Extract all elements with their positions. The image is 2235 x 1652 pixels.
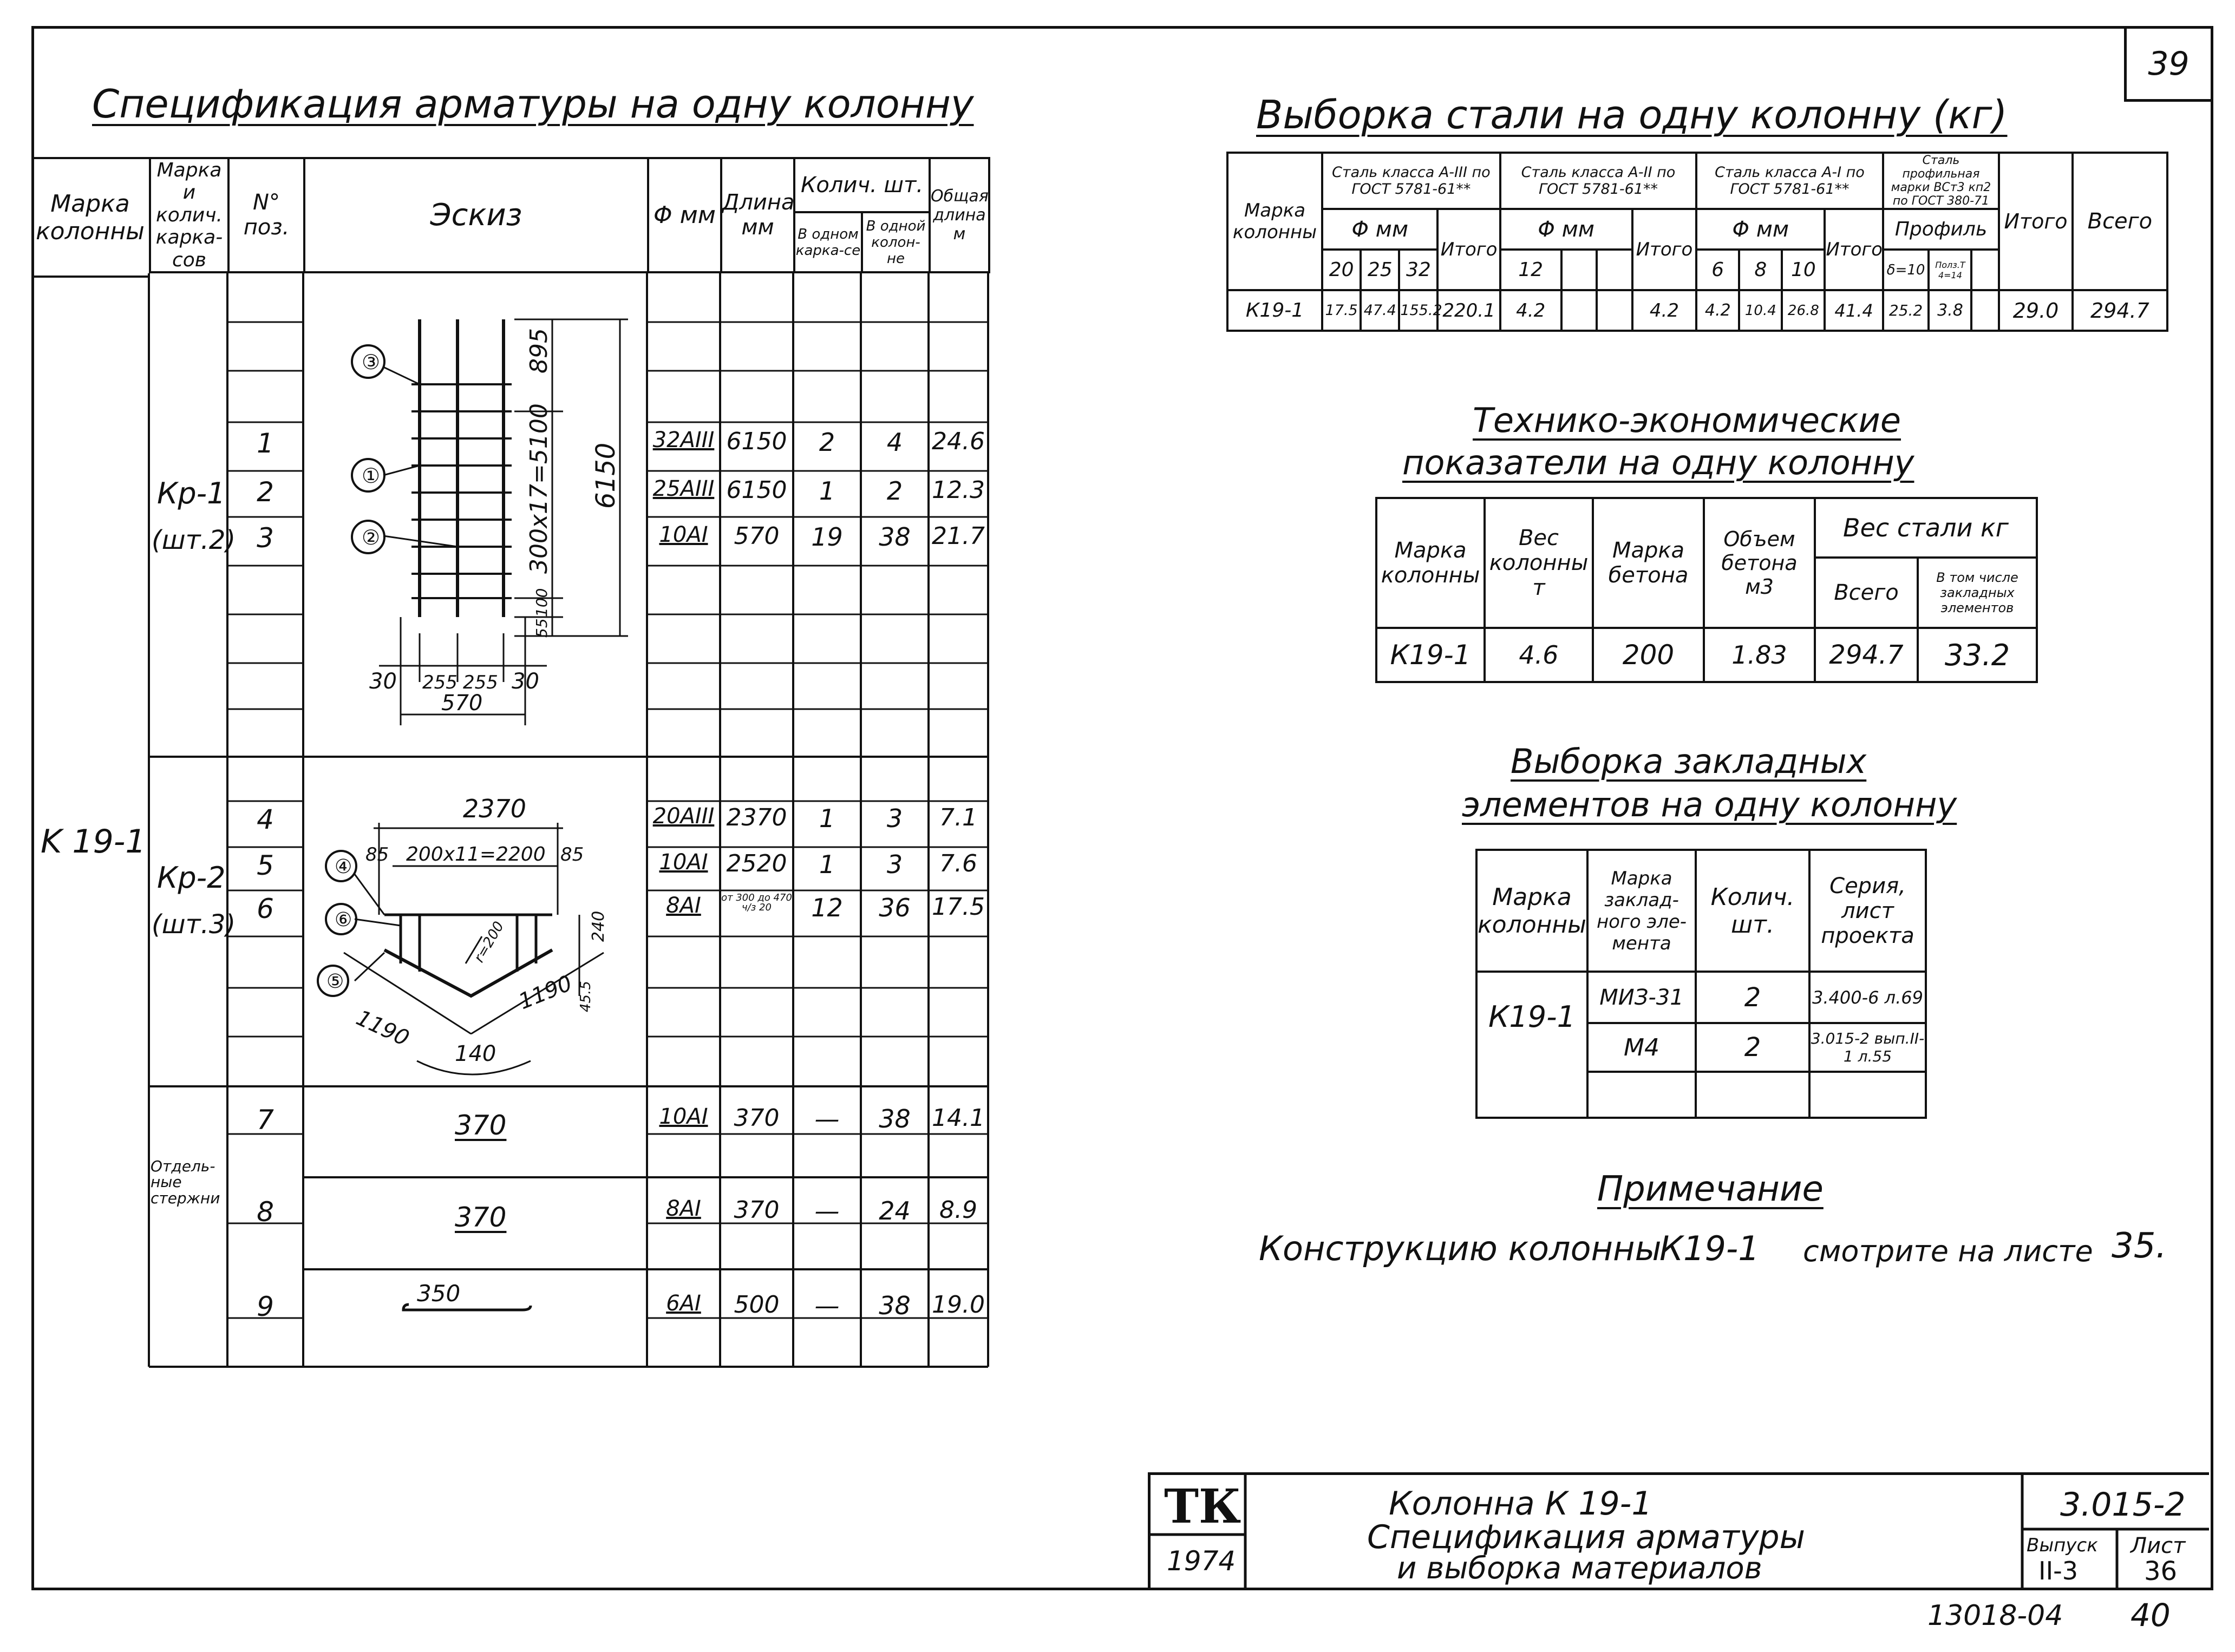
spec-head-sketch: Эскиз bbox=[304, 158, 648, 272]
dim-55: 55 bbox=[533, 618, 551, 638]
group-separate-name: Отдель-ные стержни bbox=[151, 1157, 220, 1207]
steel-table bbox=[1226, 152, 2168, 332]
spec-head-pos: N° поз. bbox=[228, 158, 304, 272]
dim-6150: 6150 bbox=[591, 442, 621, 509]
page-number: 39 bbox=[2124, 29, 2211, 102]
tech-row-weight: 4.6 bbox=[1485, 628, 1593, 682]
spec-cell-length: 6150 bbox=[726, 476, 787, 504]
stamp-sheet: 36 bbox=[2144, 1556, 2178, 1587]
embed-head-mark: Марка колонны bbox=[1476, 850, 1587, 972]
group-kr2-count: (шт.3) bbox=[152, 909, 236, 940]
spec-cell-dia: 20AIII bbox=[652, 804, 715, 829]
bubble-6: ⑥ bbox=[335, 909, 352, 931]
steel-d-a1-1: 8 bbox=[1739, 250, 1782, 290]
dim-85a: 85 bbox=[365, 844, 389, 866]
steel-d-a1-2: 10 bbox=[1782, 250, 1825, 290]
tech-title-1: Технико-экономические bbox=[1473, 401, 1901, 440]
spec-cell-pos: 2 bbox=[257, 476, 274, 508]
steel-row-all: 294.7 bbox=[2073, 290, 2167, 331]
tech-row-incl: 33.2 bbox=[1918, 628, 2037, 682]
spec-head-mark: Марка колонны bbox=[31, 157, 149, 278]
sketch-frame-kr1 bbox=[325, 303, 661, 736]
sketch-pos7: 370 bbox=[455, 1110, 507, 1141]
tech-head-total: Всего bbox=[1815, 558, 1918, 628]
spec-cell-in_column: 36 bbox=[879, 893, 911, 922]
embed-row-qty-1: 2 bbox=[1696, 972, 1809, 1023]
spec-cell-pos: 6 bbox=[257, 893, 274, 925]
footer-code: 13018-04 bbox=[1927, 1599, 2063, 1632]
steel-head-dmm-a2: Φ мм bbox=[1500, 209, 1632, 250]
group-kr2-name: Кр-2 bbox=[157, 861, 226, 895]
steel-head-itogo-a3: Итого bbox=[1437, 209, 1500, 290]
dim-30a: 30 bbox=[369, 669, 397, 694]
sketch-pos8: 370 bbox=[455, 1202, 507, 1233]
spec-cell-length: 2520 bbox=[726, 850, 787, 877]
stamp-issue-label: Выпуск bbox=[2027, 1535, 2098, 1556]
steel-head-a3: Сталь класса А-III по ГОСТ 5781-61** bbox=[1322, 153, 1500, 209]
steel-head-profile: Профиль bbox=[1883, 209, 1999, 250]
embed-empty-qty bbox=[1696, 1072, 1809, 1118]
spec-cell-total: 21.7 bbox=[932, 522, 985, 550]
spec-cell-pos: 8 bbox=[257, 1196, 274, 1228]
spec-cell-in_frame: 2 bbox=[819, 428, 835, 457]
spec-cell-in_frame: — bbox=[814, 1196, 840, 1225]
steel-head-a2: Сталь класса А-II по ГОСТ 5781-61** bbox=[1500, 153, 1697, 209]
steel-row-a2-1 bbox=[1561, 290, 1597, 331]
steel-row-a1-2: 26.8 bbox=[1782, 290, 1825, 331]
footer-num: 40 bbox=[2131, 1597, 2171, 1634]
spec-head-length: Длина мм bbox=[721, 158, 794, 272]
spec-cell-in_column: 3 bbox=[886, 850, 903, 879]
embed-head-qty: Колич. шт. bbox=[1696, 850, 1809, 972]
spec-cell-pos: 3 bbox=[257, 522, 274, 554]
embed-row-series-1: 3.400-6 л.69 bbox=[1809, 972, 1926, 1023]
steel-title: Выборка стали на одну колонну (кг) bbox=[1256, 92, 2008, 137]
dim-240: 240 bbox=[589, 910, 608, 942]
embed-head-series: Серия, лист проекта bbox=[1809, 850, 1926, 972]
steel-head-dmm-a1: Φ мм bbox=[1696, 209, 1825, 250]
stamp-line-1: Колонна К 19-1 bbox=[1389, 1485, 1652, 1523]
steel-head-prof-itogo: Итого bbox=[1999, 153, 2073, 290]
spec-cell-total: 19.0 bbox=[932, 1291, 985, 1319]
spec-cell-length: 370 bbox=[734, 1104, 780, 1132]
tech-head-steel: Вес стали кг bbox=[1815, 498, 2037, 558]
dim-1190b: 1190 bbox=[515, 971, 576, 1015]
stamp-issue: II-3 bbox=[2038, 1556, 2078, 1585]
steel-d-a1-0: 6 bbox=[1696, 250, 1739, 290]
steel-row-a3-0: 17.5 bbox=[1322, 290, 1361, 331]
sketch-frame-kr2 bbox=[309, 785, 666, 1088]
steel-d-a2-1 bbox=[1561, 250, 1597, 290]
spec-cell-in_frame: 19 bbox=[811, 522, 843, 552]
spec-cell-dia: 6AI bbox=[666, 1291, 701, 1316]
tech-row-volume: 1.83 bbox=[1704, 628, 1815, 682]
dim-100: 100 bbox=[533, 588, 551, 617]
dim-30b: 30 bbox=[512, 669, 539, 694]
embed-title-1: Выборка закладных bbox=[1511, 742, 1867, 781]
steel-row-a1-total: 41.4 bbox=[1825, 290, 1883, 331]
note-text-2: К19-1 bbox=[1659, 1229, 1760, 1268]
spec-cell-dia: 8AI bbox=[666, 893, 701, 918]
stamp-year: 1974 bbox=[1167, 1545, 1236, 1577]
spec-head-in-frame: В одном карка-се bbox=[794, 212, 862, 272]
steel-row-a1-0: 4.2 bbox=[1696, 290, 1739, 331]
tech-head-mark: Марка колонны bbox=[1376, 498, 1485, 628]
spec-head-in-column: В одной колон-не bbox=[862, 212, 930, 272]
group-kr1-name: Кр-1 bbox=[157, 476, 226, 510]
steel-row-mark: К19-1 bbox=[1227, 290, 1322, 331]
spec-cell-dia: 8AI bbox=[666, 1196, 701, 1221]
spec-column-mark: K 19-1 bbox=[41, 823, 146, 861]
spec-cell-dia: 25AIII bbox=[652, 476, 715, 501]
spec-cell-pos: 5 bbox=[257, 850, 274, 881]
note-title: Примечание bbox=[1597, 1169, 1824, 1209]
spec-cell-total: 7.6 bbox=[939, 850, 977, 877]
tech-title-2: показатели на одну колонну bbox=[1402, 443, 1914, 482]
dim-1190a: 1190 bbox=[352, 1005, 413, 1052]
spec-cell-pos: 1 bbox=[257, 428, 274, 459]
spec-head-dia: Φ мм bbox=[648, 158, 721, 272]
spec-cell-pos: 7 bbox=[257, 1104, 274, 1136]
steel-row-a3-1: 47.4 bbox=[1361, 290, 1399, 331]
steel-d-a2-0: 12 bbox=[1500, 250, 1561, 290]
dim-85b: 85 bbox=[560, 844, 584, 866]
dim-r200: r=200 bbox=[471, 919, 508, 966]
spec-cell-total: 8.9 bbox=[939, 1196, 977, 1224]
steel-d-a2-2 bbox=[1597, 250, 1632, 290]
spec-cell-pos: 9 bbox=[257, 1291, 274, 1322]
spec-cell-total: 14.1 bbox=[932, 1104, 985, 1132]
tech-head-incl: В том числе закладных элементов bbox=[1918, 558, 2037, 628]
dim-2370: 2370 bbox=[463, 794, 527, 823]
note-text-3: смотрите на листе bbox=[1803, 1234, 2093, 1268]
spec-cell-total: 7.1 bbox=[939, 804, 977, 831]
steel-d-prof-1: Полз.Т 4=14 bbox=[1929, 250, 1971, 290]
dim-255b: 255 bbox=[463, 672, 498, 693]
tech-table bbox=[1375, 497, 2038, 683]
spec-cell-in_frame: 1 bbox=[819, 804, 835, 833]
bubble-2: ② bbox=[362, 526, 381, 549]
embed-row-emark-2: М4 bbox=[1587, 1023, 1696, 1072]
bubble-4: ④ bbox=[335, 856, 352, 878]
dim-2200: 200x11=2200 bbox=[406, 843, 546, 866]
spec-cell-in_column: 24 bbox=[879, 1196, 911, 1225]
spec-cell-dia: 10AI bbox=[659, 1104, 708, 1129]
steel-head-vsego: Всего bbox=[2073, 153, 2167, 290]
spec-cell-pos: 4 bbox=[257, 804, 274, 835]
spec-cell-dia: 10AI bbox=[659, 850, 708, 875]
spec-cell-in_frame: 1 bbox=[819, 476, 835, 506]
steel-d-a3-2: 32 bbox=[1399, 250, 1437, 290]
dim-140: 140 bbox=[455, 1041, 496, 1066]
spec-cell-in_frame: 12 bbox=[811, 893, 843, 922]
steel-row-prof-empty bbox=[1971, 290, 1999, 331]
spec-cell-dia: 32AIII bbox=[652, 428, 715, 453]
steel-head-mark: Марка колонны bbox=[1227, 153, 1322, 290]
steel-head-dmm-a3: Φ мм bbox=[1322, 209, 1437, 250]
tk-logo: ТК bbox=[1164, 1479, 1241, 1534]
note-text-1: Конструкцию колонны bbox=[1259, 1229, 1662, 1268]
dim-45: 45.5 bbox=[578, 981, 594, 1012]
embed-row-qty-2: 2 bbox=[1696, 1023, 1809, 1072]
note-text-4: 35. bbox=[2112, 1226, 2167, 1266]
dim-255a: 255 bbox=[422, 672, 458, 693]
dim-5100: 300x17=5100 bbox=[525, 403, 553, 574]
stamp-code: 3.015-2 bbox=[2060, 1486, 2186, 1524]
spec-cell-total: 17.5 bbox=[932, 893, 985, 921]
embed-title-2: элементов на одну колонну bbox=[1462, 785, 1957, 824]
spec-title: Спецификация арматуры на одну колонну bbox=[92, 81, 974, 127]
bubble-1: ① bbox=[362, 464, 381, 488]
embed-row-mark: К19-1 bbox=[1476, 972, 1587, 1118]
dim-570: 570 bbox=[441, 691, 483, 716]
steel-head-itogo-a1: Итого bbox=[1825, 209, 1883, 290]
spec-cell-dia: 10AI bbox=[659, 522, 708, 547]
steel-row-a3-2: 155.2 bbox=[1399, 290, 1437, 331]
steel-head-prof: Сталь профильная марки ВСт3 кп2 по ГОСТ 380-71 bbox=[1883, 153, 1999, 209]
title-block bbox=[1148, 1472, 2209, 1589]
embed-table bbox=[1475, 849, 1927, 1119]
spec-cell-in_column: 3 bbox=[886, 804, 903, 833]
sketch-pos9: 350 bbox=[417, 1280, 461, 1307]
stamp-sheet-label: Лист bbox=[2131, 1533, 2186, 1558]
embed-row-emark-1: МИЗ-31 bbox=[1587, 972, 1696, 1023]
spec-cell-total: 24.6 bbox=[932, 428, 985, 455]
spec-cell-in_column: 38 bbox=[879, 522, 911, 552]
dim-895: 895 bbox=[525, 328, 553, 373]
steel-row-a1-1: 10.4 bbox=[1739, 290, 1782, 331]
bubble-3: ③ bbox=[362, 350, 381, 374]
spec-cell-length: 370 bbox=[734, 1196, 780, 1224]
spec-cell-in_frame: 1 bbox=[819, 850, 835, 879]
spec-head-qty: Колич. шт. bbox=[794, 158, 930, 212]
steel-row-a2-2 bbox=[1597, 290, 1632, 331]
steel-row-prof-total: 29.0 bbox=[1999, 290, 2073, 331]
embed-head-emark: Марка заклад-ного эле-мента bbox=[1587, 850, 1696, 972]
embed-row-series-2: 3.015-2 вып.II-1 л.55 bbox=[1809, 1023, 1926, 1072]
tech-head-weight: Вес колонны т bbox=[1485, 498, 1593, 628]
steel-head-itogo-a2: Итого bbox=[1632, 209, 1697, 290]
spec-cell-in_frame: — bbox=[814, 1104, 840, 1133]
hook-bar-icon bbox=[401, 1299, 536, 1321]
steel-row-a2-total: 4.2 bbox=[1632, 290, 1697, 331]
stamp-line-2: Спецификация арматуры bbox=[1367, 1518, 1805, 1556]
spec-head-total: Общая длина м bbox=[930, 158, 989, 272]
spec-cell-length: 6150 bbox=[726, 428, 787, 455]
bubble-5: ⑤ bbox=[326, 971, 344, 993]
embed-empty-emark bbox=[1587, 1072, 1696, 1118]
spec-cell-length: 2370 bbox=[726, 804, 787, 831]
steel-row-prof-1: 3.8 bbox=[1929, 290, 1971, 331]
embed-empty-series bbox=[1809, 1072, 1926, 1118]
tech-head-concrete: Марка бетона bbox=[1593, 498, 1704, 628]
tech-row-mark: К19-1 bbox=[1376, 628, 1485, 682]
steel-d-a3-1: 25 bbox=[1361, 250, 1399, 290]
steel-d-prof-empty bbox=[1971, 250, 1999, 290]
spec-cell-length: 570 bbox=[734, 522, 780, 550]
steel-head-a1: Сталь класса А-I по ГОСТ 5781-61** bbox=[1696, 153, 1883, 209]
spec-cell-in_column: 38 bbox=[879, 1104, 911, 1133]
spec-cell-length: от 300 до 470 ч/з 20 bbox=[721, 892, 792, 913]
spec-cell-in_column: 4 bbox=[886, 428, 903, 457]
group-kr1-count: (шт.2) bbox=[152, 525, 236, 555]
steel-d-a3-0: 20 bbox=[1322, 250, 1361, 290]
spec-cell-length: 500 bbox=[734, 1291, 780, 1319]
steel-row-a3-total: 220.1 bbox=[1437, 290, 1500, 331]
spec-cell-in_column: 2 bbox=[886, 476, 903, 506]
steel-row-a2-0: 4.2 bbox=[1500, 290, 1561, 331]
tech-row-concrete: 200 bbox=[1593, 628, 1704, 682]
steel-d-prof-0: δ=10 bbox=[1883, 250, 1929, 290]
spec-cell-in_column: 38 bbox=[879, 1291, 911, 1320]
stamp-line-3: и выборка материалов bbox=[1397, 1551, 1762, 1586]
steel-row-prof-0: 25.2 bbox=[1883, 290, 1929, 331]
tech-head-volume: Объем бетона м3 bbox=[1704, 498, 1815, 628]
spec-cell-in_frame: — bbox=[814, 1291, 840, 1320]
tech-row-total: 294.7 bbox=[1815, 628, 1918, 682]
spec-head-frame: Марка и колич. карка-сов bbox=[150, 158, 228, 272]
spec-cell-total: 12.3 bbox=[932, 476, 985, 504]
